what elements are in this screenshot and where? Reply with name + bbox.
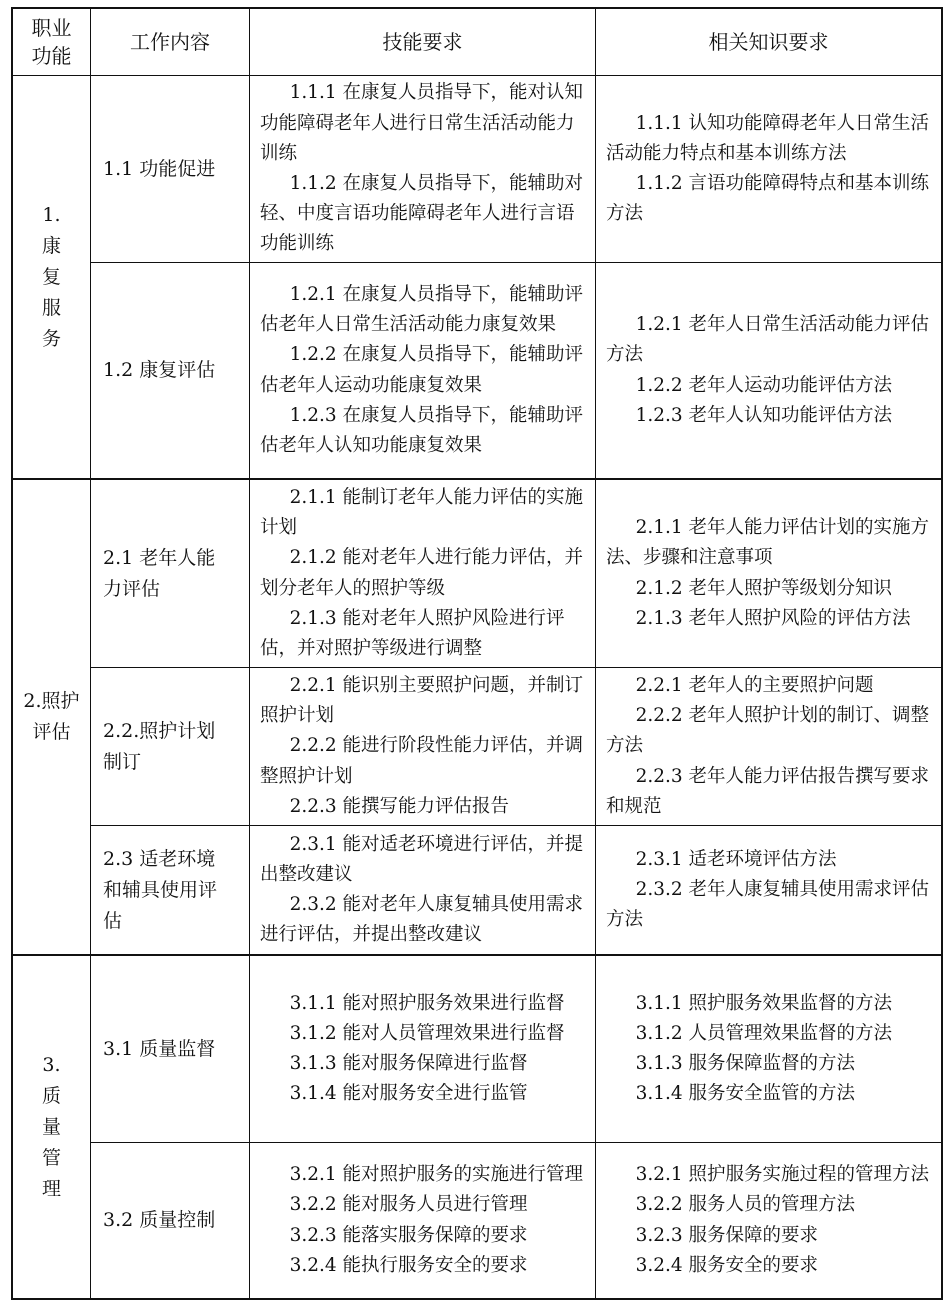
work-content-line: 3.2 质量控制 [103, 1209, 216, 1231]
work-content-line: 1.1 功能促进 [103, 157, 216, 180]
knowledge-cell [596, 76, 941, 262]
work-content-cell [91, 826, 249, 954]
function-line: 2.照护 [23, 690, 80, 712]
function-line: 1. [42, 203, 61, 226]
skill-item: 1.2.3 在康复人员指导下，能辅助评估老年人认知功能康复效果 [260, 404, 584, 456]
work-content-cell [91, 1143, 249, 1298]
knowledge-cell [596, 1143, 941, 1298]
function-line: 复 [41, 265, 61, 288]
work-content-line: 2.1 老年人能 [103, 546, 216, 569]
skill-item: 2.1.1 能制订老年人能力评估的实施计划 [260, 486, 584, 539]
work-content-line: 估 [103, 909, 123, 932]
header-function-line: 功能 [31, 44, 72, 68]
skill-item: 3.2.1 能对照护服务的实施进行管理 [289, 1164, 584, 1186]
function-line: 康 [41, 234, 61, 257]
skill-item: 3.1.1 能对照护服务效果进行监督 [289, 992, 565, 1014]
knowledge-item: 2.2.1 老年人的主要照护问题 [635, 674, 874, 696]
knowledge-item: 2.1.2 老年人照护等级划分知识 [635, 577, 893, 599]
knowledge-item: 1.1.2 言语功能障碍特点和基本训练方法 [606, 173, 930, 225]
skill-item: 2.3.1 能对适老环境进行评估，并提出整改建议 [260, 833, 584, 885]
function-line: 理 [41, 1177, 61, 1200]
skill-item: 1.2.2 在康复人员指导下，能辅助评估老年人运动功能康复效果 [260, 344, 584, 396]
knowledge-item: 2.3.2 老年人康复辅具使用需求评估方法 [606, 878, 930, 931]
work-content-line: 制订 [103, 750, 142, 773]
skill-item: 2.2.1 能识别主要照护问题，并制订照护计划 [260, 674, 584, 727]
knowledge-cell [596, 956, 941, 1142]
skill-item: 2.3.2 能对老年人康复辅具使用需求进行评估，并提出整改建议 [260, 894, 584, 946]
function-line: 量 [41, 1115, 61, 1138]
function-line: 3. [42, 1053, 61, 1076]
skill-item: 1.1.1 在康复人员指导下，能对认知功能障碍老年人进行日常生活活动能力训练 [260, 82, 584, 164]
skills-cell [250, 956, 595, 1142]
function-cell [13, 76, 90, 478]
knowledge-item: 3.1.4 服务安全监管的方法 [635, 1083, 856, 1105]
skills-cell [250, 263, 595, 478]
knowledge-cell [596, 826, 941, 954]
header-skills: 技能要求 [382, 30, 463, 54]
work-content-cell [91, 263, 249, 478]
work-content-cell [91, 956, 249, 1142]
knowledge-item: 3.2.4 服务安全的要求 [635, 1254, 819, 1276]
knowledge-item: 3.1.1 照护服务效果监督的方法 [635, 992, 893, 1014]
function-line: 服 [41, 296, 61, 319]
knowledge-cell [596, 480, 941, 667]
skill-item: 1.1.2 在康复人员指导下，能辅助对轻、中度言语功能障碍老年人进行言语功能训练 [260, 173, 584, 255]
work-content-line: 2.3 适老环境 [103, 847, 216, 870]
knowledge-item: 3.2.3 服务保障的要求 [635, 1224, 819, 1246]
header-knowledge: 相关知识要求 [708, 30, 829, 54]
header-work-content: 工作内容 [130, 30, 210, 54]
knowledge-item: 1.1.1 认知功能障碍老年人日常生活活动能力特点和基本训练方法 [606, 112, 930, 164]
skill-item: 3.1.4 能对服务安全进行监管 [289, 1083, 528, 1105]
work-content-cell [91, 76, 249, 262]
skill-item: 2.2.2 能进行阶段性能力评估，并调整照护计划 [260, 735, 584, 787]
knowledge-item: 2.2.3 老年人能力评估报告撰写要求和规范 [606, 765, 930, 817]
knowledge-cell [596, 668, 941, 825]
function-cell [13, 956, 90, 1298]
knowledge-item: 3.2.2 服务人员的管理方法 [635, 1194, 856, 1216]
skill-item: 3.1.3 能对服务保障进行监督 [289, 1053, 528, 1074]
header-function [13, 9, 90, 75]
work-content-cell [91, 480, 249, 667]
knowledge-item: 2.1.3 老年人照护风险的评估方法 [635, 607, 911, 629]
knowledge-item: 1.2.2 老年人运动功能评估方法 [635, 374, 893, 396]
function-line: 评估 [32, 721, 71, 743]
skill-item: 3.2.3 能落实服务保障的要求 [289, 1224, 528, 1246]
knowledge-item: 2.2.2 老年人照护计划的制订、调整方法 [606, 705, 930, 757]
work-content-line: 和辅具使用评 [103, 878, 218, 901]
skills-cell [250, 76, 595, 262]
skill-item: 2.1.3 能对老年人照护风险进行评估，并对照护等级进行调整 [260, 607, 565, 659]
function-line: 质 [41, 1084, 61, 1107]
skill-item: 1.2.1 在康复人员指导下，能辅助评估老年人日常生活活动能力康复效果 [260, 283, 584, 336]
skill-item: 2.2.3 能撰写能力评估报告 [289, 795, 510, 817]
header-function-line: 职业 [31, 16, 72, 40]
work-content-line: 1.2 康复评估 [103, 359, 216, 381]
work-content-cell [91, 668, 249, 825]
occupational-skills-table [11, 7, 943, 1300]
knowledge-item: 2.3.1 适老环境评估方法 [635, 848, 837, 870]
skill-item: 2.1.2 能对老年人进行能力评估，并划分老年人的照护等级 [260, 547, 584, 599]
knowledge-item: 1.2.3 老年人认知功能评估方法 [635, 404, 893, 426]
skill-item: 3.2.4 能执行服务安全的要求 [289, 1254, 528, 1276]
work-content-line: 力评估 [103, 577, 161, 600]
skills-cell [250, 826, 595, 954]
skills-cell [250, 668, 595, 825]
knowledge-item: 3.1.2 人员管理效果监督的方法 [635, 1022, 893, 1044]
skill-item: 3.2.2 能对服务人员进行管理 [289, 1194, 528, 1216]
function-cell [13, 480, 90, 954]
knowledge-item: 3.1.3 服务保障监督的方法 [635, 1053, 856, 1074]
skill-item: 3.1.2 能对人员管理效果进行监督 [289, 1022, 565, 1044]
knowledge-item: 1.2.1 老年人日常生活活动能力评估方法 [606, 314, 930, 366]
function-line: 管 [41, 1146, 61, 1169]
knowledge-cell [596, 263, 941, 478]
function-line: 务 [41, 327, 61, 350]
knowledge-item: 2.1.1 老年人能力评估计划的实施方法、步骤和注意事项 [606, 517, 930, 569]
skills-cell [250, 480, 595, 667]
work-content-line: 3.1 质量监督 [103, 1037, 216, 1060]
skills-cell [250, 1143, 595, 1298]
knowledge-item: 3.2.1 照护服务实施过程的管理方法 [635, 1164, 930, 1186]
work-content-line: 2.2.照护计划 [103, 719, 216, 742]
